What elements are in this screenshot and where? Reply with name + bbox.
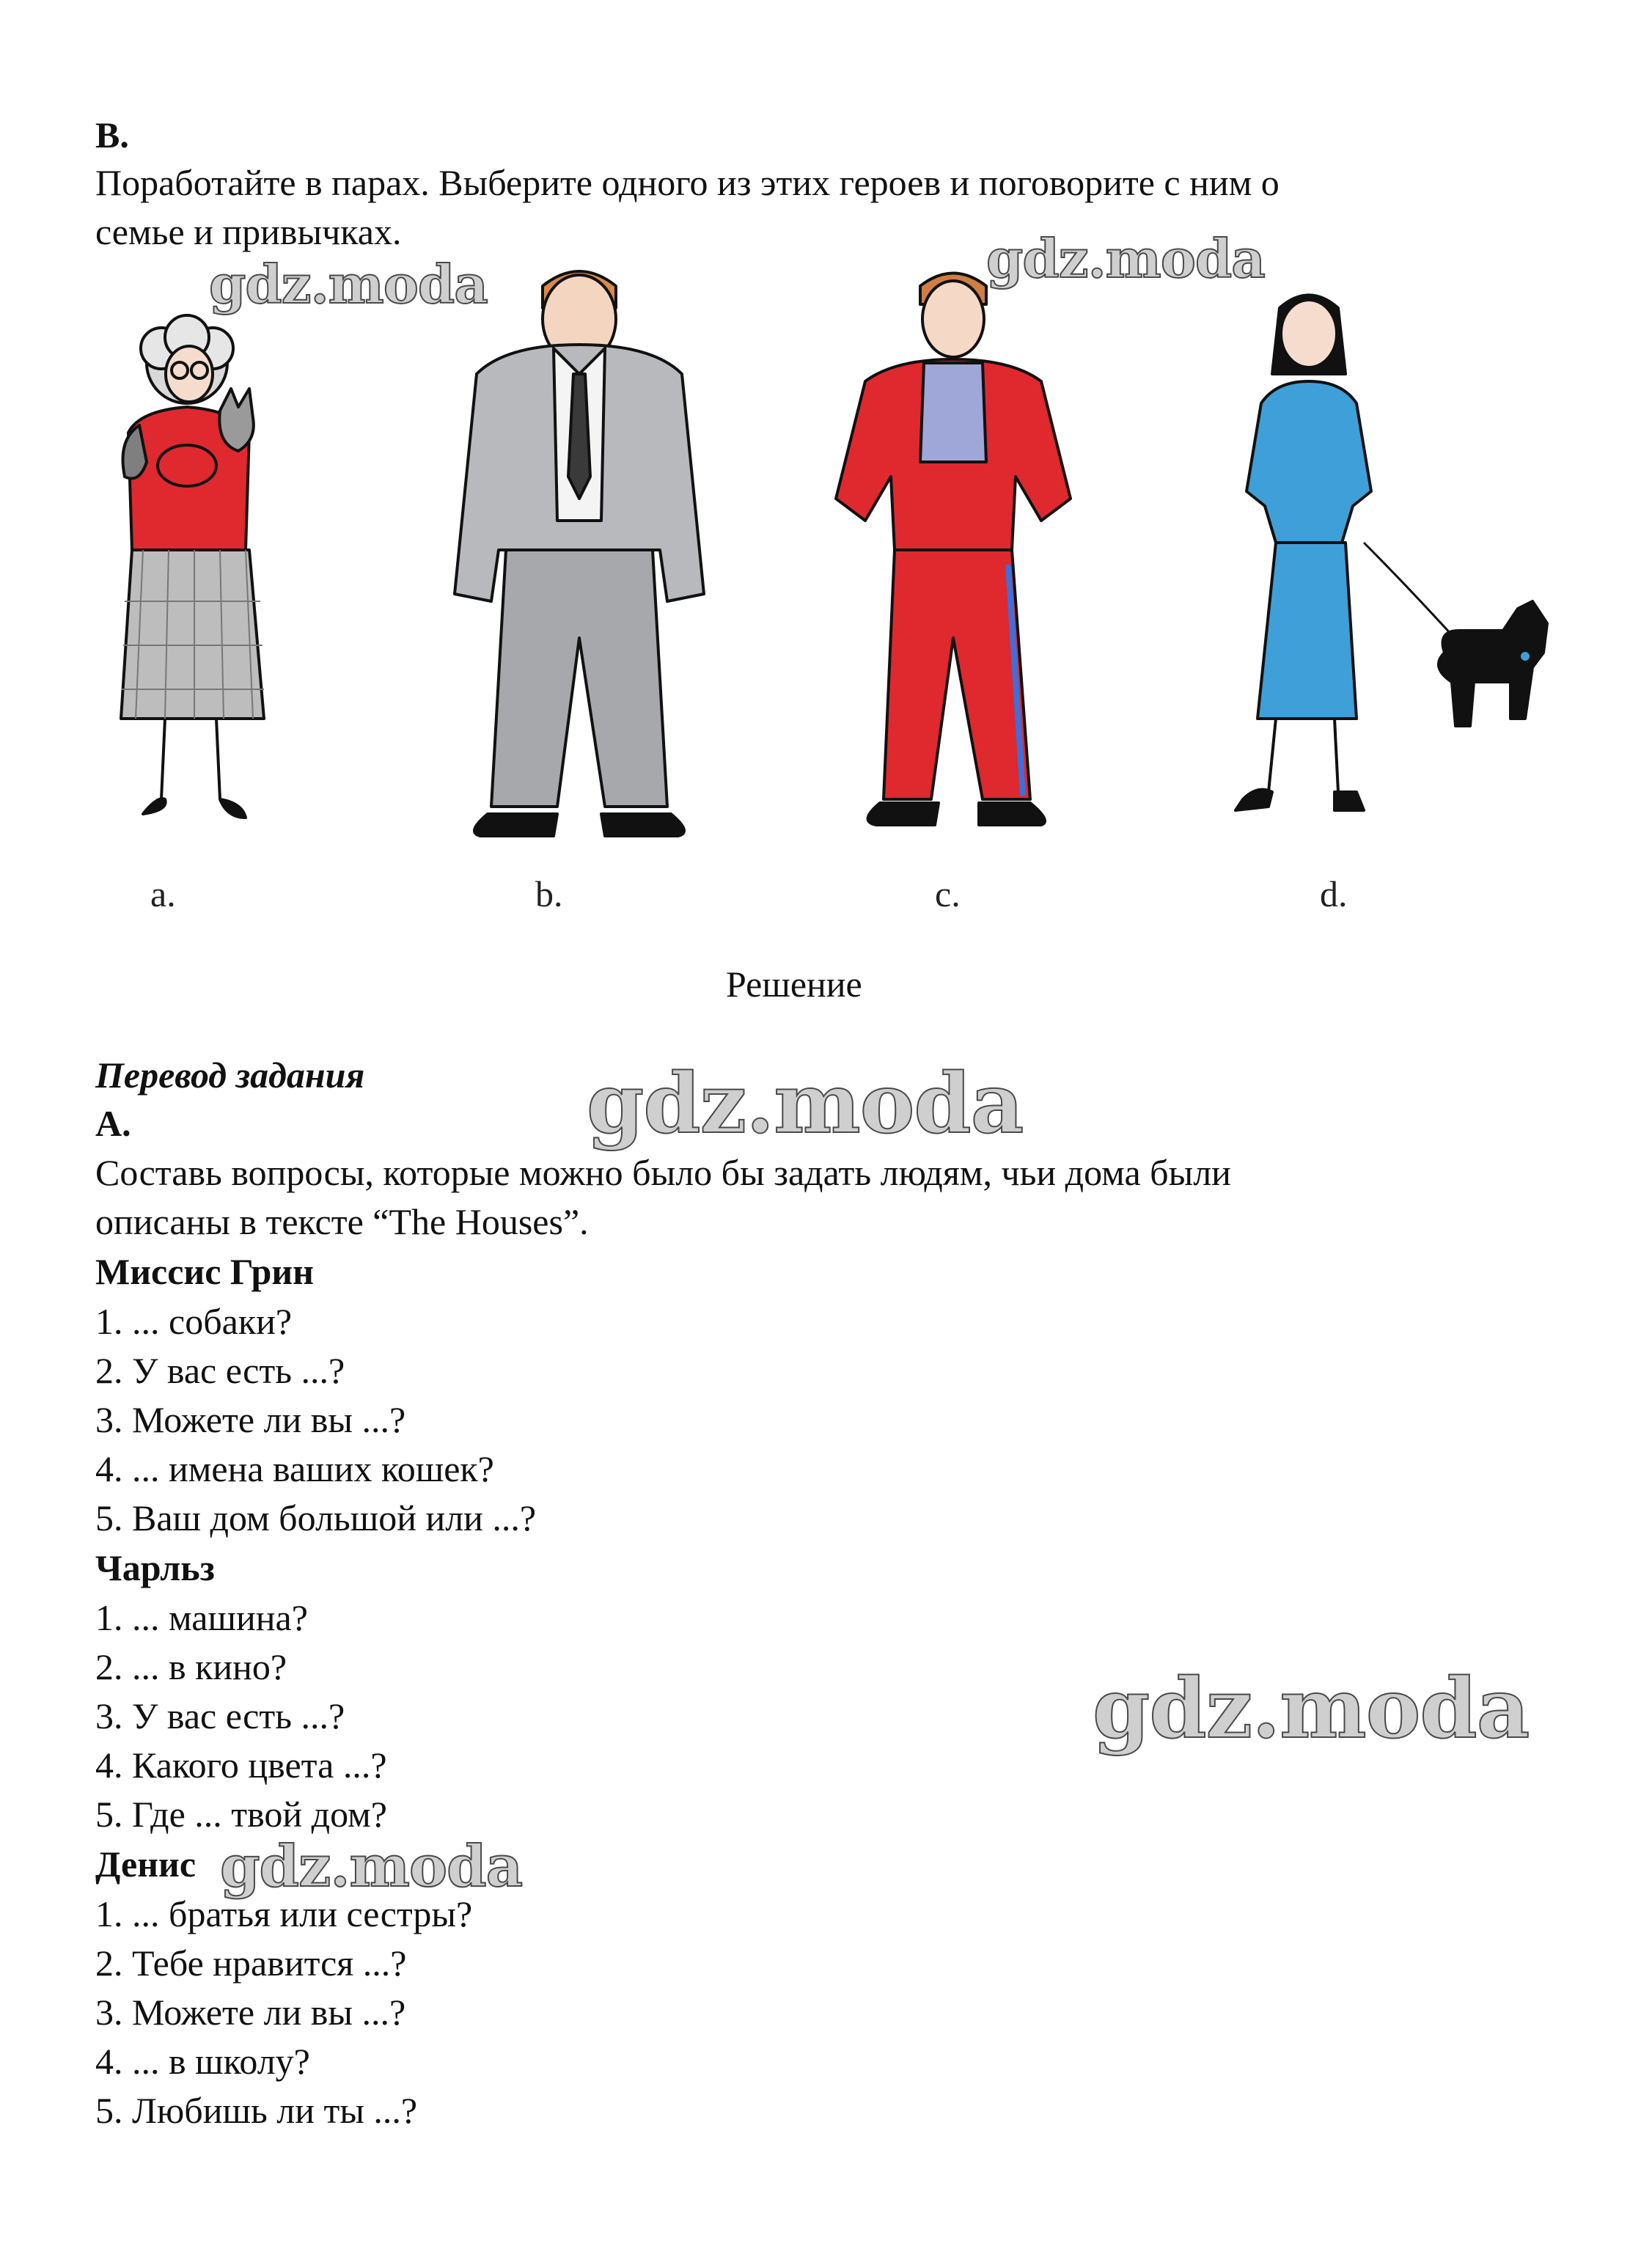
girl-walking-dog-figure xyxy=(1195,286,1584,829)
section-title-mrs-green: Миссис Грин xyxy=(95,1251,314,1292)
grandmother-with-cats-figure xyxy=(110,308,293,851)
list-item: 1. ... машина? xyxy=(95,1597,308,1638)
list-item: 5. Любишь ли ты ...? xyxy=(95,2090,418,2131)
list-item: 2. У вас есть ...? xyxy=(95,1350,345,1391)
list-item: 2. Тебе нравится ...? xyxy=(95,1942,407,1984)
watermark: gdz.moda xyxy=(587,1056,1024,1152)
figure-label-c: c. xyxy=(935,873,961,914)
list-item: 3. Можете ли вы ...? xyxy=(95,1399,406,1440)
list-item: 3. У вас есть ...? xyxy=(95,1695,345,1736)
man-in-grey-suit-figure xyxy=(447,257,711,836)
list-item: 3. Можете ли вы ...? xyxy=(95,1992,406,2033)
exercise-letter: B. xyxy=(95,114,129,155)
boy-in-red-tracksuit-figure xyxy=(829,257,1078,836)
watermark: gdz.moda xyxy=(220,1833,523,1900)
figure-label-b: b. xyxy=(535,873,563,914)
list-item: 2. ... в кино? xyxy=(95,1646,287,1687)
section-title-denis: Денис xyxy=(95,1843,197,1885)
translation-letter: A. xyxy=(95,1103,131,1144)
translation-line-1: Составь вопросы, которые можно было бы задать людям, чьи дома были xyxy=(95,1152,1231,1193)
instruction-line-2: семье и привычках. xyxy=(95,211,402,252)
figure-label-d: d. xyxy=(1320,873,1348,914)
instruction-line-1: Поработайте в парах. Выберите одного из этих героев и поговорите с ним о xyxy=(95,162,1280,203)
figure-label-a: a. xyxy=(150,873,176,914)
watermark: gdz.moda xyxy=(1093,1661,1530,1757)
list-item: 4. Какого цвета ...? xyxy=(95,1744,387,1786)
list-item: 1. ... братья или сестры? xyxy=(95,1893,473,1934)
list-item: 4. ... в школу? xyxy=(95,2041,310,2082)
translation-line-2: описаны в тексте “The Houses”. xyxy=(95,1201,589,1242)
watermark: gdz.moda xyxy=(986,227,1265,290)
solution-heading: Решение xyxy=(726,964,862,1005)
watermark: gdz.moda xyxy=(209,253,488,315)
list-item: 4. ... имена ваших кошек? xyxy=(95,1448,494,1489)
section-title-charles: Чарльз xyxy=(95,1547,215,1588)
list-item: 1. ... собаки? xyxy=(95,1301,293,1342)
list-item: 5. Ваш дом большой или ...? xyxy=(95,1497,537,1538)
translation-heading: Перевод задания xyxy=(95,1054,365,1096)
list-item: 5. Где ... твой дом? xyxy=(95,1794,387,1835)
